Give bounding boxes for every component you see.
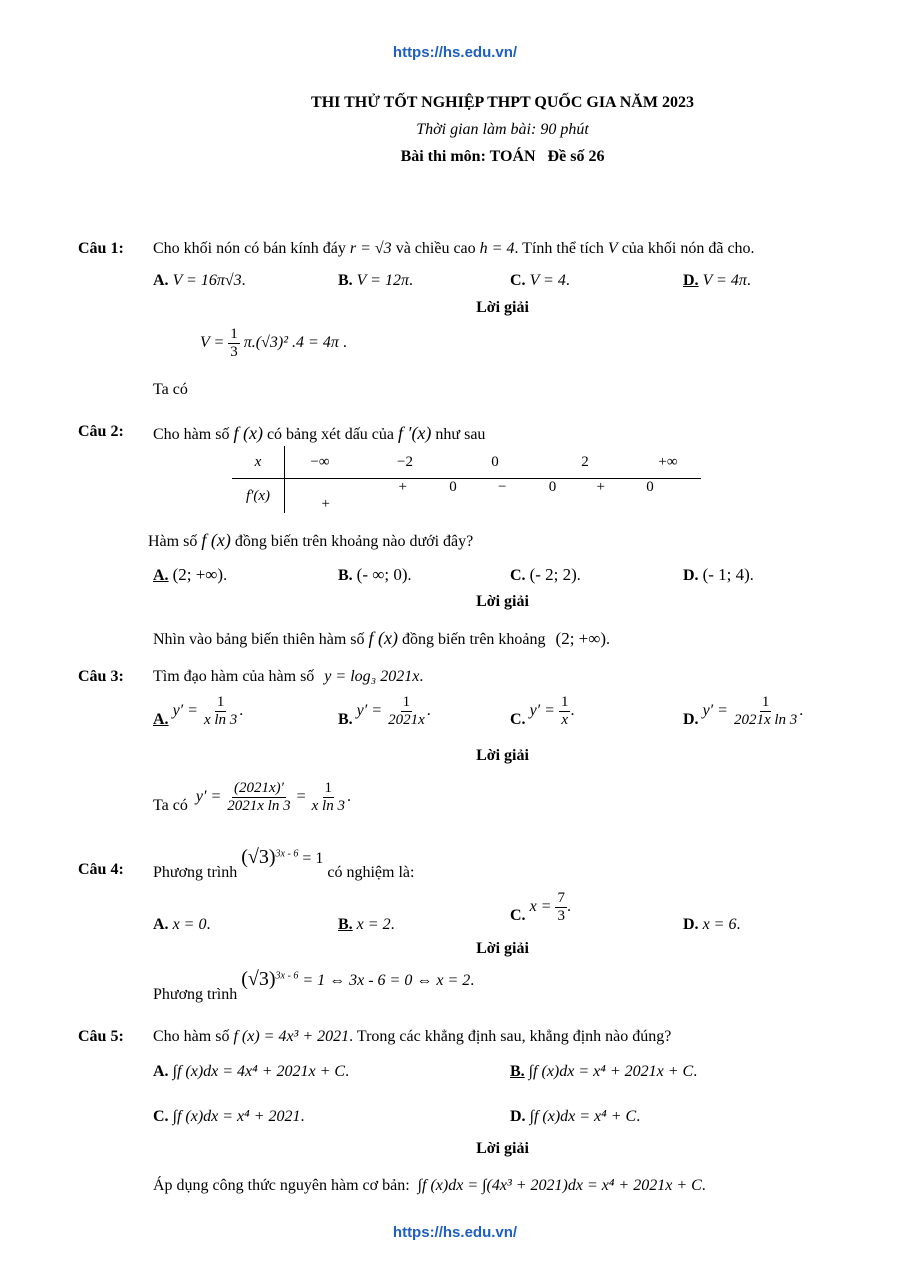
option-value: ∫f (x)dx = x⁴ + 2021 bbox=[172, 1108, 301, 1125]
q2-option-c[interactable]: C. (- 2; 2). bbox=[510, 565, 581, 584]
q2-text-b: có bảng xét dấu của bbox=[266, 426, 394, 443]
q4-option-d[interactable]: D. x = 6. bbox=[683, 916, 741, 933]
option-value: (- 1; 4) bbox=[702, 565, 750, 584]
q1-text-b: và chiều cao bbox=[395, 240, 476, 257]
q5-option-d[interactable]: D. ∫f (x)dx = x⁴ + C. bbox=[510, 1108, 641, 1125]
option-value: ∫f (x)dx = x⁴ + 2021x + C bbox=[528, 1063, 694, 1080]
option-value: (- 2; 2) bbox=[529, 565, 577, 584]
option-yprime: y′ = bbox=[172, 702, 198, 720]
q2-label: Câu 2: bbox=[78, 423, 124, 440]
q2-sol-b: đồng biến trên khoảng bbox=[402, 631, 546, 648]
q1-option-c[interactable]: C. V = 4. bbox=[510, 272, 570, 289]
option-letter: D. bbox=[683, 567, 699, 584]
q3-option-d[interactable]: D. y′ = $\frac{1}{\text{2021x ln 3}}$ . bbox=[683, 694, 804, 728]
q4-text-a: Phương trình bbox=[153, 864, 238, 881]
q4-eq: (√3) bbox=[241, 846, 276, 868]
sign-table-cell: −∞ bbox=[310, 453, 330, 470]
option-letter: C. bbox=[510, 907, 526, 924]
option-value: V = 16π√3 bbox=[172, 272, 242, 289]
fraction bbox=[732, 694, 799, 729]
q2-stem bbox=[153, 423, 485, 444]
q2-solution: Nhìn vào bảng biến thiên hàm số f (x) đồng biến trên khoảng (2; +∞). bbox=[153, 628, 611, 648]
q1-option-d[interactable]: D. V = 4π. bbox=[683, 272, 751, 289]
q1-ta-co: Ta có bbox=[153, 381, 188, 398]
q5-option-c[interactable]: C. ∫f (x)dx = x⁴ + 2021. bbox=[153, 1108, 305, 1125]
q1-text-d: của khối nón đã cho. bbox=[621, 240, 755, 257]
q5-text-b: . Trong các khẳng định sau, khẳng định nào đúng? bbox=[349, 1028, 672, 1045]
q2-solution-heading: Lời giải bbox=[476, 593, 529, 610]
q4-option-b[interactable]: B. x = 2. bbox=[338, 916, 395, 933]
sign-cell: + bbox=[596, 479, 605, 495]
q3-label: Câu 3: bbox=[78, 668, 124, 685]
q1-text-a: Cho khối nón có bán kính đáy bbox=[153, 240, 346, 257]
option-value: ∫f (x)dx = 4x⁴ + 2021x + C bbox=[172, 1063, 346, 1080]
q2-text-c: như sau bbox=[435, 426, 486, 443]
fraction bbox=[310, 780, 347, 815]
q2-option-a[interactable]: A. (2; +∞). bbox=[153, 565, 228, 584]
q2-question-fx: f (x) bbox=[201, 530, 231, 550]
fraction-num: 1 bbox=[216, 694, 225, 710]
sign-cell: − bbox=[498, 479, 507, 495]
q4-sol-eq: = 1 ⇔ 3x - 6 = 0 ⇔ x = 2 bbox=[302, 972, 471, 989]
q3-option-b[interactable]: B. y′ = $\frac{1}{2021x}$ . bbox=[338, 694, 431, 728]
q2-question bbox=[148, 530, 473, 551]
q5-solution: Áp dụng công thức nguyên hàm cơ bản: ∫f (x)dx = ∫(4x³ + 2021)dx = x⁴ + 2021x + C. bbox=[153, 1177, 706, 1194]
q1-solution-heading: Lời giải bbox=[476, 299, 529, 316]
q4-exp: 3x - 6 bbox=[275, 848, 299, 860]
q5-solution-heading: Lời giải bbox=[476, 1140, 529, 1157]
q3-sol-yprime: y′ = bbox=[195, 788, 222, 806]
option-yprime: y′ = bbox=[702, 702, 728, 720]
fraction-den: x ln 3 bbox=[311, 798, 345, 814]
fraction bbox=[228, 326, 240, 361]
q2-question-a: Hàm số bbox=[148, 533, 198, 550]
option-value: V = 4π bbox=[702, 272, 747, 289]
option-yprime: y′ = bbox=[356, 702, 383, 720]
sign-table-cell: 0 bbox=[491, 453, 499, 470]
sign-cell: + bbox=[321, 496, 330, 512]
q4-sol-exp: 3x - 6 bbox=[275, 970, 299, 982]
option-letter: B. bbox=[338, 567, 353, 584]
q2-option-b[interactable]: B. (- ∞; 0). bbox=[338, 565, 412, 584]
sign-cell: 0 bbox=[646, 479, 654, 495]
q4-stem bbox=[153, 846, 414, 882]
q5-func: f (x) = 4x³ + 2021 bbox=[233, 1028, 350, 1045]
fraction bbox=[202, 694, 239, 729]
formula-left: V = bbox=[200, 334, 225, 352]
footer-link[interactable]: https://hs.edu.vn/ bbox=[392, 1224, 518, 1241]
formula-right: π.(√3)² .4 = 4π bbox=[243, 334, 339, 352]
q5-option-a[interactable]: A. ∫f (x)dx = 4x⁴ + 2021x + C. bbox=[153, 1063, 350, 1080]
option-value: ∫f (x)dx = x⁴ + C bbox=[529, 1108, 637, 1125]
fraction bbox=[386, 694, 427, 729]
fraction-num: 1 bbox=[560, 694, 569, 710]
q1-r: r = √3 bbox=[349, 240, 392, 257]
sign-table-cell: −2 bbox=[397, 453, 413, 470]
q4-eq-right: = 1 bbox=[302, 850, 324, 867]
q2-sol-interval: (2; +∞) bbox=[555, 629, 607, 648]
q4-label: Câu 4: bbox=[78, 861, 124, 878]
fraction-num: (2021x)′ bbox=[233, 780, 284, 796]
fraction-den: 2021x ln 3 bbox=[733, 712, 798, 728]
fraction-num: 1 bbox=[230, 326, 238, 342]
q4-option-c[interactable]: C. x = $\frac{7}{3}$ . bbox=[510, 890, 571, 924]
q4-sol-base: (√3) bbox=[241, 968, 276, 990]
q1-v: V bbox=[607, 240, 618, 257]
fraction-den: x ln 3 bbox=[203, 712, 238, 728]
option-letter: A. bbox=[153, 272, 169, 289]
fraction-den: 3 bbox=[230, 344, 238, 360]
q4-text-b: có nghiệm là: bbox=[327, 864, 415, 881]
q2-question-b: đồng biến trên khoảng nào dưới đây? bbox=[234, 533, 474, 550]
q3-solution: Ta có y′ = $\frac{(2021x)'}{\text{2021x ln 3}}$ = $\frac{1}{\text{x ln 3}}$ . bbox=[153, 780, 351, 814]
q3-solution-heading: Lời giải bbox=[476, 747, 529, 764]
fraction-num: 1 bbox=[324, 780, 333, 796]
option-letter: D. bbox=[683, 272, 699, 289]
fraction-den: x bbox=[561, 712, 569, 728]
option-letter: D. bbox=[683, 916, 699, 933]
sign-table bbox=[232, 446, 701, 513]
q3-func: y = log₃ 2021x bbox=[324, 668, 420, 685]
sign-cell: 0 bbox=[449, 479, 457, 495]
sign-cell: + bbox=[398, 479, 407, 495]
q1-stem bbox=[153, 240, 755, 258]
option-letter: C. bbox=[510, 567, 526, 584]
fraction bbox=[555, 890, 567, 925]
q4-sol-text: Phương trình bbox=[153, 986, 238, 1003]
option-letter: A. bbox=[153, 916, 169, 933]
fraction-den: 2021x ln 3 bbox=[227, 798, 291, 814]
q3-text: Tìm đạo hàm của hàm số bbox=[153, 668, 315, 685]
exam-time: Thời gian làm bài: 90 phút bbox=[416, 121, 589, 138]
fraction-num: 7 bbox=[557, 890, 565, 906]
q1-option-a[interactable]: A. V = 16π√3. bbox=[153, 272, 246, 289]
option-value: x = bbox=[529, 898, 552, 916]
q5-label: Câu 5: bbox=[78, 1028, 124, 1045]
q4-solution-heading: Lời giải bbox=[476, 940, 529, 957]
sign-table-cell: 2 bbox=[581, 453, 589, 470]
sign-table-x-header: x bbox=[232, 446, 285, 479]
q3-option-a[interactable]: A. y′ = $\frac{1}{\text{x ln 3}}$ . bbox=[153, 694, 244, 728]
option-value: V = 12π bbox=[356, 272, 409, 289]
sign-table-fprime-header: f′(x) bbox=[232, 479, 285, 514]
option-letter: A. bbox=[153, 711, 169, 728]
option-value: (2; +∞) bbox=[172, 565, 224, 584]
option-letter: C. bbox=[153, 1108, 169, 1125]
option-letter: C. bbox=[510, 272, 526, 289]
q1-text-c: . Tính thể tích bbox=[514, 240, 604, 257]
q2-sol-a: Nhìn vào bảng biến thiên hàm số bbox=[153, 631, 365, 648]
q3-stem: Tìm đạo hàm của hàm số y = log₃ 2021x. bbox=[153, 668, 424, 685]
q5-stem bbox=[153, 1028, 671, 1046]
q1-option-b[interactable]: B. V = 12π. bbox=[338, 272, 413, 289]
option-value: V = 4 bbox=[529, 272, 566, 289]
sign-table-sign-row bbox=[285, 479, 702, 514]
fraction-num: 1 bbox=[761, 694, 770, 710]
q3-ta-co: Ta có bbox=[153, 797, 188, 814]
q5-sol-eq: ∫f (x)dx = ∫(4x³ + 2021)dx = x⁴ + 2021x + C bbox=[417, 1177, 702, 1194]
q2-option-d[interactable]: D. (- 1; 4). bbox=[683, 565, 754, 584]
fraction-den: 2021x bbox=[388, 712, 425, 728]
option-value: x = 6 bbox=[702, 916, 737, 933]
q3-option-c[interactable]: C. y′ = $\frac{1}{x}$ . bbox=[510, 694, 575, 728]
header-link[interactable]: https://hs.edu.vn/ bbox=[392, 44, 518, 61]
q2-text-a: Cho hàm số bbox=[153, 426, 230, 443]
fraction bbox=[225, 780, 292, 815]
sign-cell: 0 bbox=[548, 479, 557, 495]
option-letter: B. bbox=[338, 272, 353, 289]
q1-h: h = 4 bbox=[479, 240, 515, 257]
option-letter: A. bbox=[153, 567, 169, 584]
option-letter: C. bbox=[510, 711, 526, 728]
q5-option-b[interactable]: B. ∫f (x)dx = x⁴ + 2021x + C. bbox=[510, 1063, 698, 1080]
q4-solution: Phương trình $(√3)^{3x - 6} = 1$ ⇔ 3x - 6 = 0 ⇔ x = 2. bbox=[153, 968, 475, 1003]
option-value: (- ∞; 0) bbox=[356, 565, 408, 584]
q1-solution-formula: V = $\frac{1}{3}$ π.(√3)² .4 = 4π . bbox=[200, 326, 347, 360]
exam-subject: Bài thi môn: TOÁN Đề số 26 bbox=[400, 148, 605, 165]
option-letter: D. bbox=[510, 1108, 526, 1125]
q2-fpx: f ′(x) bbox=[398, 423, 432, 443]
option-letter: B. bbox=[338, 916, 353, 933]
fraction bbox=[559, 694, 571, 729]
q4-option-a[interactable]: A. x = 0. bbox=[153, 916, 211, 933]
fraction-den: 3 bbox=[557, 908, 565, 924]
q2-sol-fx: f (x) bbox=[368, 628, 398, 648]
q5-sol-text: Áp dụng công thức nguyên hàm cơ bản: bbox=[153, 1177, 410, 1194]
q5-text-a: Cho hàm số bbox=[153, 1028, 230, 1045]
fraction-num: 1 bbox=[402, 694, 411, 710]
option-value: x = 0 bbox=[172, 916, 207, 933]
option-value: x = 2 bbox=[356, 916, 391, 933]
option-letter: B. bbox=[510, 1063, 525, 1080]
q2-fx: f (x) bbox=[233, 423, 263, 443]
option-yprime: y′ = bbox=[529, 702, 555, 720]
option-letter: B. bbox=[338, 711, 353, 728]
option-letter: D. bbox=[683, 711, 699, 728]
sign-table-cell: +∞ bbox=[658, 453, 678, 470]
option-letter: A. bbox=[153, 1063, 169, 1080]
q1-label: Câu 1: bbox=[78, 240, 124, 257]
exam-title: THI THỬ TỐT NGHIỆP THPT QUỐC GIA NĂM 2023 bbox=[311, 94, 694, 111]
